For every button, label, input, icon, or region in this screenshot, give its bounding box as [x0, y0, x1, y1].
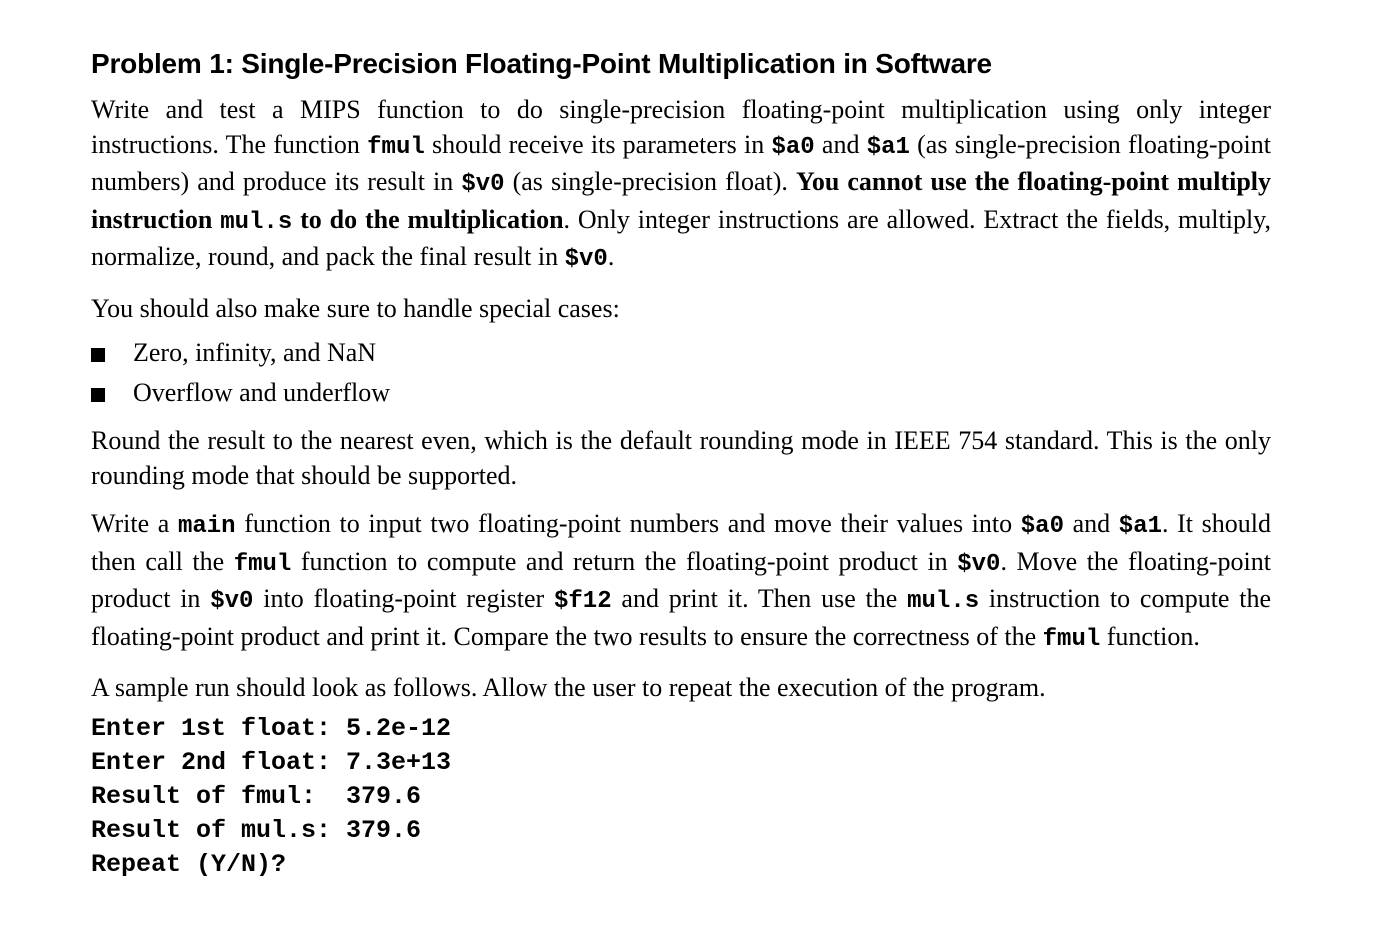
code-v0: $v0 [461, 171, 505, 198]
code-mul-s: mul.s [907, 588, 980, 615]
text-run: function. [1100, 621, 1200, 651]
text-run: should receive its parameters in [424, 129, 772, 159]
text-run: . It should then call the [91, 509, 1271, 576]
code-mul-s: mul.s [220, 208, 293, 236]
sample-line: Enter 1st float: 5.2e-12 [91, 713, 452, 743]
code-fmul: fmul [1042, 625, 1101, 653]
list-item [91, 336, 1271, 371]
code-v0: $v0 [957, 550, 1001, 578]
code-a0: $a0 [771, 133, 815, 161]
code-f12: $f12 [554, 588, 612, 615]
text-run: . Only integer instructions are allowed. Extract the fields, multiply, normalize, round, and pack the final result in [91, 204, 1271, 271]
code-fmul: fmul [367, 133, 425, 161]
rounding-paragraph: Round the result to the nearest even, which is the default rounding mode in IEEE 754 standard. This is the only rounding mode that should be supported. [91, 426, 1271, 490]
text-run: into floating-point register [253, 584, 554, 613]
intro-paragraph [91, 93, 1271, 278]
sample-run-intro: A sample run should look as follows. Allow the user to repeat the execution of the program. [91, 673, 1046, 702]
text-run: and print it. Then use the [611, 584, 908, 613]
code-a1: $a1 [866, 133, 910, 161]
square-bullet-icon [91, 348, 105, 362]
square-bullet-icon [91, 388, 105, 402]
list-item-text: Zero, infinity, and NaN [133, 338, 377, 367]
text-run: Write and test a MIPS function to do single-precision floating-point multiplication using only integer instructions. The function [91, 95, 1271, 159]
sample-line: Repeat (Y/N)? [91, 849, 287, 879]
text-run: (as single-precision float). [504, 167, 796, 196]
sample-line: Enter 2nd float: 7.3e+13 [91, 747, 452, 777]
code-v0: $v0 [210, 588, 254, 615]
text-run: instruction to compute the floating-point product and print it. Compare the two results to ensure the correctness of the [91, 584, 1272, 651]
text-run: . [607, 242, 615, 271]
special-cases-list [91, 336, 1271, 410]
code-v0: $v0 [564, 246, 608, 273]
problem-title: Problem 1: Single-Precision Floating-Point Multiplication in Software [91, 48, 992, 79]
text-run: (as single-precision floating-point numbers) and produce its result in [91, 129, 1271, 196]
code-main: main [177, 513, 236, 540]
code-a1: $a1 [1118, 513, 1163, 540]
text-run: to do the multiplication [292, 204, 564, 234]
sample-run-block [91, 712, 1271, 882]
code-a0: $a0 [1020, 513, 1064, 540]
text-run: You cannot use the floating-point multiply instruction [91, 167, 1272, 234]
special-cases-intro: You should also make sure to handle special cases: [91, 293, 620, 323]
text-run: function to compute and return the floating-point product in [291, 546, 958, 576]
document-page [91, 44, 1271, 882]
text-run: Write a [91, 509, 178, 538]
code-fmul: fmul [233, 550, 292, 578]
sample-line: Result of fmul: 379.6 [91, 781, 422, 811]
text-run: function to input two floating-point numbers and move their values into [235, 509, 1021, 538]
main-function-paragraph [91, 507, 1271, 657]
list-item-text: Overflow and underflow [133, 377, 391, 407]
text-run: . Move the floating-point product in [91, 546, 1271, 613]
list-item [91, 376, 1271, 411]
text-run: and [814, 129, 867, 159]
text-run: and [1063, 509, 1119, 538]
sample-line: Result of mul.s: 379.6 [91, 815, 422, 845]
